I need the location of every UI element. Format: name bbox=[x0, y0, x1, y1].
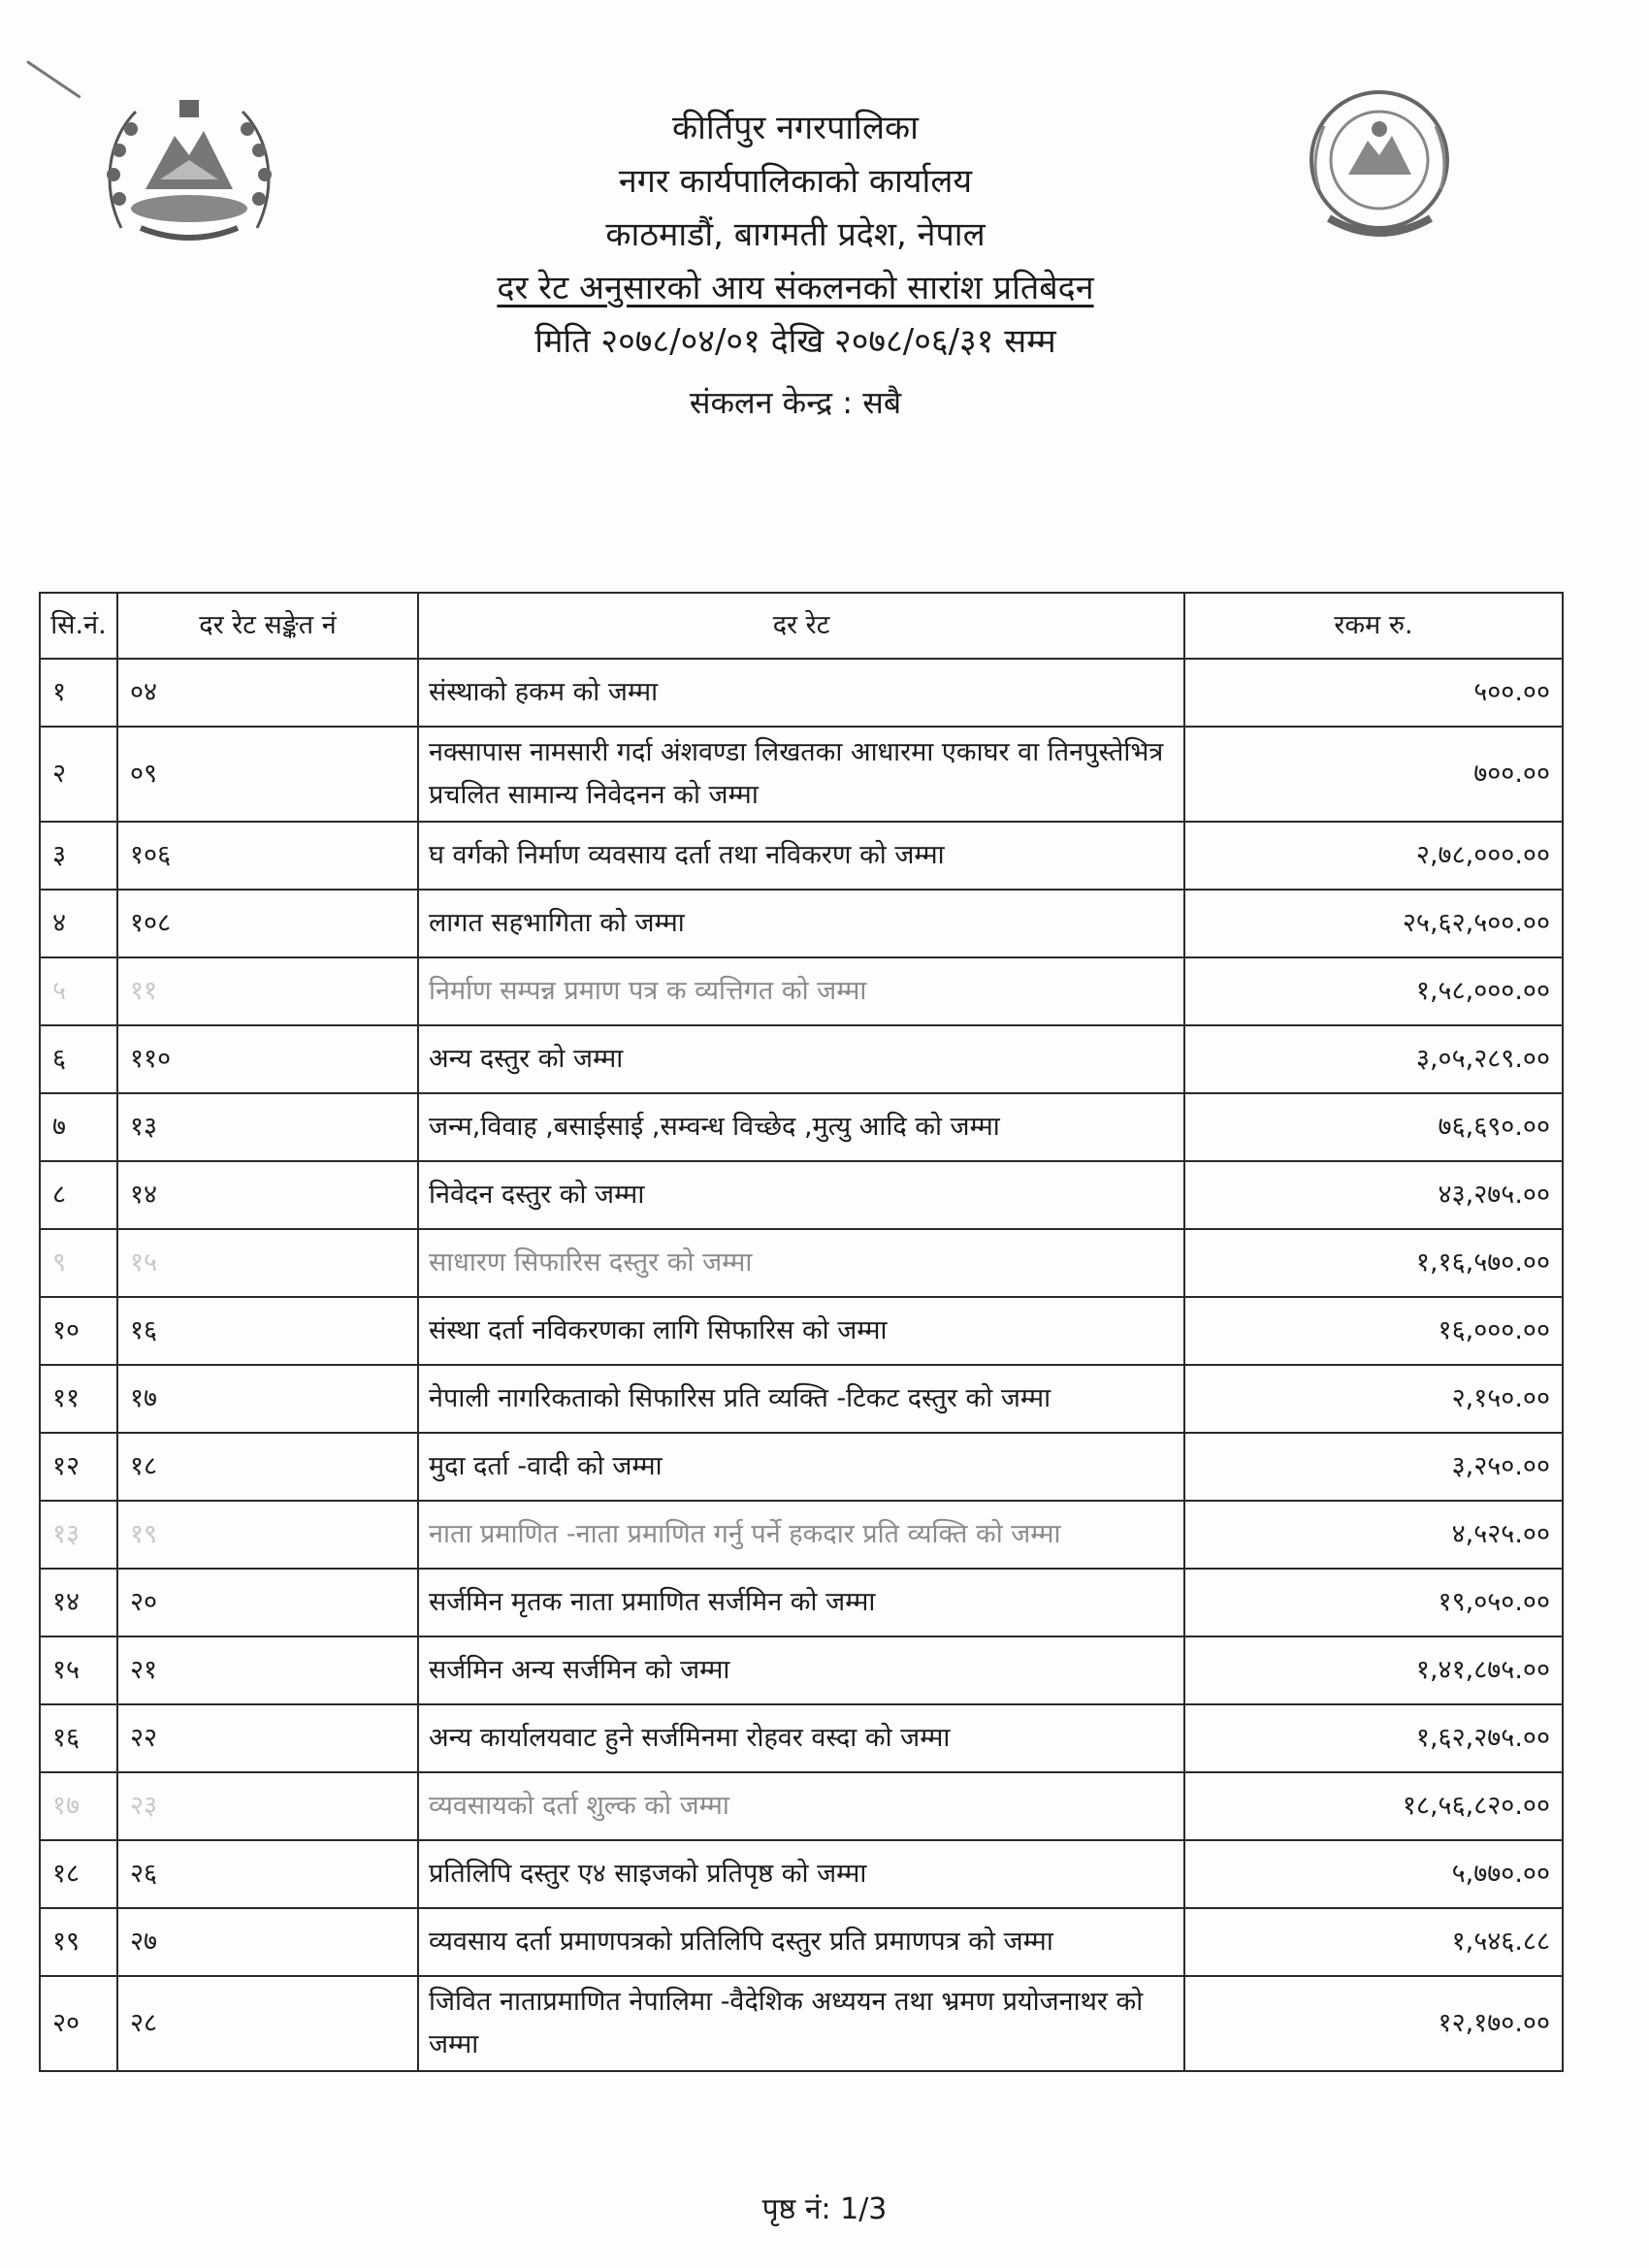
row-serial-number: १५ bbox=[40, 1636, 117, 1704]
row-amount: ३,०५,२८९.०० bbox=[1184, 1025, 1563, 1093]
row-amount: ७००.०० bbox=[1184, 727, 1563, 822]
table-row bbox=[40, 1704, 1563, 1772]
row-serial-number: ४ bbox=[40, 890, 117, 957]
table-row bbox=[40, 1365, 1563, 1433]
report-title: दर रेट अनुसारको आय संकलनको सारांश प्रतिबेदन bbox=[497, 269, 1094, 308]
row-rate-description: लागत सहभागिता को जम्मा bbox=[418, 890, 1184, 957]
row-serial-number: १६ bbox=[40, 1704, 117, 1772]
table-header-row bbox=[40, 593, 1563, 659]
revenue-summary-table bbox=[39, 592, 1564, 2072]
row-amount: २५,६२,५००.०० bbox=[1184, 890, 1563, 957]
row-rate-description: व्यवसाय दर्ता प्रमाणपत्रको प्रतिलिपि दस्तुर प्रति प्रमाणपत्र को जम्मा bbox=[418, 1908, 1184, 1976]
row-serial-number: १२ bbox=[40, 1433, 117, 1501]
row-rate-code: २७ bbox=[117, 1908, 418, 1976]
row-serial-number: १८ bbox=[40, 1840, 117, 1908]
table-row bbox=[40, 727, 1563, 822]
table-row bbox=[40, 890, 1563, 957]
row-serial-number: ८ bbox=[40, 1161, 117, 1229]
table-row bbox=[40, 1636, 1563, 1704]
row-amount: २,१५०.०० bbox=[1184, 1365, 1563, 1433]
row-rate-description: व्यवसायको दर्ता शुल्क को जम्मा bbox=[418, 1772, 1184, 1840]
row-amount: ४३,२७५.०० bbox=[1184, 1161, 1563, 1229]
column-header-sn: सि.नं. bbox=[40, 593, 117, 659]
row-amount: १८,५६,८२०.०० bbox=[1184, 1772, 1563, 1840]
row-amount: ४,५२५.०० bbox=[1184, 1501, 1563, 1569]
row-rate-description: नाता प्रमाणित -नाता प्रमाणित गर्नु पर्ने हकदार प्रति व्यक्ति को जम्मा bbox=[418, 1501, 1184, 1569]
row-rate-code: ०४ bbox=[117, 659, 418, 727]
row-serial-number: १७ bbox=[40, 1772, 117, 1840]
row-rate-code: ११० bbox=[117, 1025, 418, 1093]
row-rate-description: निवेदन दस्तुर को जम्मा bbox=[418, 1161, 1184, 1229]
row-rate-description: नक्सापास नामसारी गर्दा अंशवण्डा लिखतका आधारमा एकाघर वा तिनपुस्तेभित्र प्रचलित सामान्य निवेदनन को जम्मा bbox=[418, 727, 1184, 822]
row-amount: १,५४६.८८ bbox=[1184, 1908, 1563, 1976]
row-amount: ३,२५०.०० bbox=[1184, 1433, 1563, 1501]
municipality-name: कीर्तिपुर नगरपालिका bbox=[672, 109, 919, 147]
row-serial-number: २० bbox=[40, 1976, 117, 2071]
row-amount: ७६,६९०.०० bbox=[1184, 1093, 1563, 1161]
row-rate-description: संस्था दर्ता नविकरणका लागि सिफारिस को जम्मा bbox=[418, 1297, 1184, 1365]
row-rate-description: निर्माण सम्पन्न प्रमाण पत्र क व्यत्तिगत को जम्मा bbox=[418, 957, 1184, 1025]
row-serial-number: १० bbox=[40, 1297, 117, 1365]
row-rate-code: ११ bbox=[117, 957, 418, 1025]
table-row bbox=[40, 1908, 1563, 1976]
row-rate-description: सर्जमिन अन्य सर्जमिन को जम्मा bbox=[418, 1636, 1184, 1704]
municipality-seal-icon bbox=[1295, 82, 1465, 252]
row-rate-code: १०६ bbox=[117, 822, 418, 890]
row-serial-number: २ bbox=[40, 727, 117, 822]
row-rate-code: १८ bbox=[117, 1433, 418, 1501]
row-serial-number: ७ bbox=[40, 1093, 117, 1161]
row-rate-description: अन्य दस्तुर को जम्मा bbox=[418, 1025, 1184, 1093]
row-rate-description: अन्य कार्यालयवाट हुने सर्जमिनमा रोहवर वस्दा को जम्मा bbox=[418, 1704, 1184, 1772]
row-rate-description: मुदा दर्ता -वादी को जम्मा bbox=[418, 1433, 1184, 1501]
row-rate-code: १३ bbox=[117, 1093, 418, 1161]
date-range: मिति २०७८/०४/०१ देखि २०७८/०६/३१ सम्म bbox=[534, 322, 1056, 361]
row-amount: १९,०५०.०० bbox=[1184, 1569, 1563, 1636]
table-row bbox=[40, 659, 1563, 727]
table-row bbox=[40, 822, 1563, 890]
row-rate-code: २८ bbox=[117, 1976, 418, 2071]
row-rate-code: २२ bbox=[117, 1704, 418, 1772]
table-row bbox=[40, 1433, 1563, 1501]
row-rate-code: १९ bbox=[117, 1501, 418, 1569]
row-rate-description: जिवित नाताप्रमाणित नेपालिमा -वैदेशिक अध्ययन तथा भ्रमण प्रयोजनाथर को जम्मा bbox=[418, 1976, 1184, 2071]
row-rate-description: प्रतिलिपि दस्तुर ए४ साइजको प्रतिपृष्ठ को जम्मा bbox=[418, 1840, 1184, 1908]
row-serial-number: १ bbox=[40, 659, 117, 727]
row-rate-code: १४ bbox=[117, 1161, 418, 1229]
table-row bbox=[40, 1772, 1563, 1840]
row-rate-description: घ वर्गको निर्माण व्यवसाय दर्ता तथा नविकरण को जम्मा bbox=[418, 822, 1184, 890]
row-rate-description: सर्जमिन मृतक नाता प्रमाणित सर्जमिन को जम्मा bbox=[418, 1569, 1184, 1636]
row-rate-code: २३ bbox=[117, 1772, 418, 1840]
document-header bbox=[291, 102, 1300, 430]
table-row bbox=[40, 1161, 1563, 1229]
row-rate-code: २० bbox=[117, 1569, 418, 1636]
table-row bbox=[40, 1840, 1563, 1908]
column-header-code: दर रेट सङ्केत नं bbox=[117, 593, 418, 659]
row-amount: २,७८,०००.०० bbox=[1184, 822, 1563, 890]
row-serial-number: ३ bbox=[40, 822, 117, 890]
row-serial-number: ११ bbox=[40, 1365, 117, 1433]
nepal-emblem-icon bbox=[92, 82, 286, 257]
scan-mark bbox=[26, 60, 81, 98]
row-rate-code: १६ bbox=[117, 1297, 418, 1365]
row-amount: ५,७७०.०० bbox=[1184, 1840, 1563, 1908]
table-row bbox=[40, 1976, 1563, 2071]
table-row bbox=[40, 1501, 1563, 1569]
row-rate-code: १०८ bbox=[117, 890, 418, 957]
row-rate-description: नेपाली नागरिकताको सिफारिस प्रति व्यक्ति -टिकट दस्तुर को जम्मा bbox=[418, 1365, 1184, 1433]
row-serial-number: १३ bbox=[40, 1501, 117, 1569]
table-row bbox=[40, 1569, 1563, 1636]
row-rate-description: संस्थाको हकम को जम्मा bbox=[418, 659, 1184, 727]
row-amount: १,४१,८७५.०० bbox=[1184, 1636, 1563, 1704]
table-row bbox=[40, 957, 1563, 1025]
table-row bbox=[40, 1093, 1563, 1161]
row-amount: १६,०००.०० bbox=[1184, 1297, 1563, 1365]
column-header-rate: दर रेट bbox=[418, 593, 1184, 659]
row-serial-number: ६ bbox=[40, 1025, 117, 1093]
office-address: काठमाडौं, बागमती प्रदेश, नेपाल bbox=[605, 215, 986, 254]
row-rate-code: १५ bbox=[117, 1229, 418, 1297]
row-serial-number: १९ bbox=[40, 1908, 117, 1976]
row-amount: ५००.०० bbox=[1184, 659, 1563, 727]
page-number: पृष्ठ नं: 1/3 bbox=[761, 2192, 888, 2226]
row-amount: १२,१७०.०० bbox=[1184, 1976, 1563, 2071]
office-name: नगर कार्यपालिकाको कार्यालय bbox=[618, 162, 973, 201]
row-rate-code: ०९ bbox=[117, 727, 418, 822]
row-serial-number: १४ bbox=[40, 1569, 117, 1636]
row-serial-number: ९ bbox=[40, 1229, 117, 1297]
row-rate-code: १७ bbox=[117, 1365, 418, 1433]
row-serial-number: ५ bbox=[40, 957, 117, 1025]
table-row bbox=[40, 1229, 1563, 1297]
collection-center: संकलन केन्द्र : सबै bbox=[689, 384, 902, 421]
row-rate-code: २१ bbox=[117, 1636, 418, 1704]
table-row bbox=[40, 1025, 1563, 1093]
row-rate-description: जन्म,विवाह ,बसाईसाई ,सम्वन्ध विच्छेद ,मुत्यु आदि को जम्मा bbox=[418, 1093, 1184, 1161]
row-amount: १,५८,०००.०० bbox=[1184, 957, 1563, 1025]
row-rate-code: २६ bbox=[117, 1840, 418, 1908]
row-amount: १,१६,५७०.०० bbox=[1184, 1229, 1563, 1297]
table-body bbox=[40, 659, 1563, 2071]
row-amount: १,६२,२७५.०० bbox=[1184, 1704, 1563, 1772]
row-rate-description: साधारण सिफारिस दस्तुर को जम्मा bbox=[418, 1229, 1184, 1297]
column-header-amount: रकम रु. bbox=[1184, 593, 1563, 659]
table-row bbox=[40, 1297, 1563, 1365]
